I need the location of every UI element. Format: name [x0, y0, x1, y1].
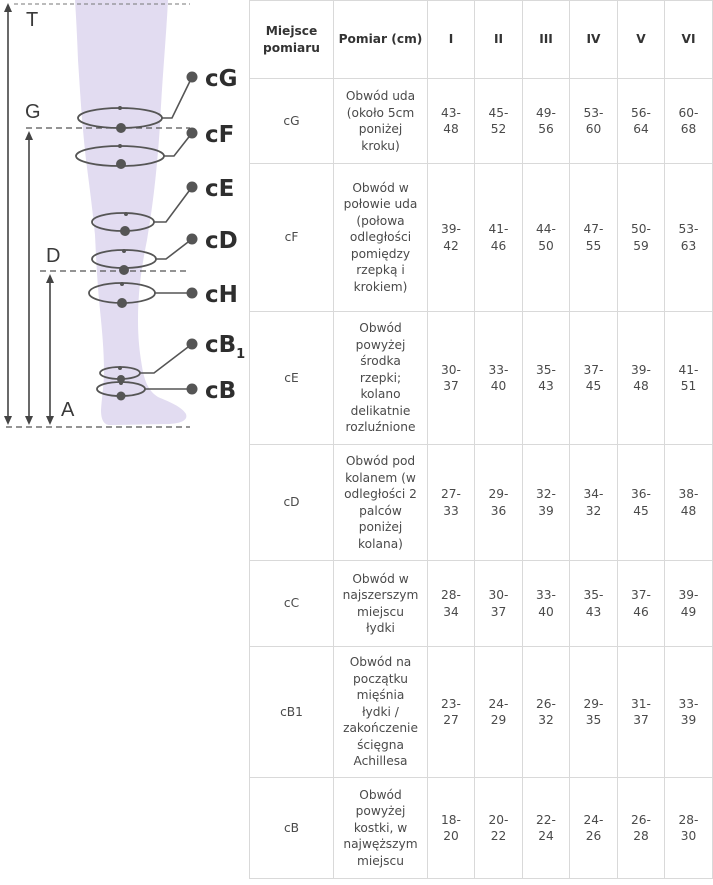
- table-row: [250, 561, 713, 647]
- cell-size-range: [428, 561, 475, 647]
- cell-measurement-description: Obwód na początku mięśnia łydki / zakończenie ścięgna Achillesa: [334, 647, 428, 778]
- size-range-min: 33-: [536, 588, 556, 602]
- size-range-min: 34-: [583, 487, 604, 501]
- size-range-max: 36: [490, 503, 507, 518]
- size-range-min: 39-: [678, 588, 699, 602]
- size-range-min: 35-: [583, 588, 604, 602]
- size-range-min: 22-: [536, 812, 556, 827]
- size-range-max: 20: [443, 829, 459, 843]
- label-ch: cH: [205, 282, 238, 308]
- header-size-1: I: [428, 1, 475, 79]
- cell-size-range: [475, 312, 523, 445]
- table-body: [250, 79, 713, 879]
- size-range-min: 41-: [678, 362, 699, 377]
- label-cg: cG: [205, 66, 238, 92]
- size-range-min: 24-: [488, 696, 509, 711]
- size-range-min: 33-: [678, 696, 699, 711]
- size-range-min: 35-: [536, 362, 556, 377]
- cell-size-range: [665, 164, 713, 312]
- size-range-max: 50: [538, 238, 554, 253]
- size-range-min: 50-: [631, 222, 651, 236]
- length-arrows: [4, 3, 54, 425]
- size-range-min: 38-: [678, 487, 699, 501]
- size-range-min: 47-: [583, 222, 604, 236]
- size-range-max: 46: [490, 238, 507, 253]
- leg-diagram-svg: [0, 0, 250, 440]
- header-measure: Pomiar (cm): [334, 1, 428, 79]
- cell-measurement-description: Obwód uda (około 5cm poniżej kroku): [334, 79, 428, 164]
- size-range-min: 33-: [488, 362, 509, 377]
- label-cd: cD: [205, 228, 238, 254]
- cell-measurement-code: cG: [250, 79, 334, 164]
- cell-size-range: [428, 647, 475, 778]
- table-row: [250, 312, 713, 445]
- size-range-max: 37: [633, 713, 649, 727]
- cell-measurement-code: cB: [250, 778, 334, 879]
- cell-measurement-code: cD: [250, 445, 334, 561]
- size-range-min: 28-: [678, 812, 699, 827]
- size-range-max: 33: [443, 503, 459, 518]
- size-range-max: 29: [490, 713, 507, 727]
- size-range-min: 29-: [583, 696, 604, 711]
- cell-measurement-code: cC: [250, 561, 334, 647]
- size-range-max: 35: [585, 713, 602, 727]
- size-range-min: 31-: [631, 696, 651, 711]
- header-size-4: IV: [570, 1, 618, 79]
- size-range-min: 28-: [441, 588, 461, 602]
- size-range-min: 30-: [441, 362, 461, 377]
- cell-size-range: [570, 312, 618, 445]
- size-range-max: 24: [538, 829, 554, 843]
- table-row: [250, 164, 713, 312]
- label-cb1-subscript: 1: [236, 347, 246, 362]
- size-range-min: 41-: [488, 222, 509, 236]
- cell-size-range: [618, 79, 665, 164]
- label-cb1: [205, 332, 245, 362]
- size-range-min: 29-: [488, 487, 509, 501]
- size-range-max: 22: [490, 829, 507, 843]
- size-range-min: 53-: [583, 105, 604, 120]
- cell-measurement-description: Obwód pod kolanem (w odległości 2 palców poniżej kolana): [334, 445, 428, 561]
- cell-size-range: [618, 561, 665, 647]
- cell-size-range: [570, 445, 618, 561]
- size-range-min: 60-: [678, 105, 699, 120]
- cell-measurement-description: Obwód powyżej kostki, w najwęższym miejscu: [334, 778, 428, 879]
- cell-size-range: [523, 79, 570, 164]
- table-header-row: [250, 1, 713, 79]
- size-range-min: 32-: [536, 487, 556, 501]
- cell-measurement-code: cB1: [250, 647, 334, 778]
- size-range-max: 32: [538, 713, 554, 727]
- size-range-max: 43: [538, 379, 554, 393]
- cell-size-range: [523, 312, 570, 445]
- size-range-max: 37: [490, 604, 507, 619]
- cell-size-range: [665, 445, 713, 561]
- size-range-max: 34: [443, 604, 459, 619]
- size-range-max: 60: [585, 122, 602, 136]
- size-range-max: 45: [585, 379, 602, 393]
- size-range-min: 30-: [488, 588, 509, 602]
- cell-size-range: [475, 647, 523, 778]
- size-range-min: 43-: [441, 105, 461, 120]
- label-dots: [187, 72, 198, 395]
- size-range-min: 44-: [536, 222, 556, 236]
- size-range-max: 68: [680, 122, 697, 136]
- label-cb1-main: cB: [205, 332, 237, 358]
- size-range-max: 28: [633, 829, 649, 843]
- size-range-min: 37-: [631, 588, 651, 602]
- cell-measurement-description: Obwód powyżej środka rzepki; kolano delikatnie rozluźnione: [334, 312, 428, 445]
- size-range-min: 45-: [488, 105, 509, 120]
- size-range-min: 24-: [583, 812, 604, 827]
- cell-size-range: [475, 561, 523, 647]
- cell-size-range: [665, 561, 713, 647]
- size-range-max: 39: [680, 713, 697, 727]
- size-range-max: 45: [633, 503, 649, 518]
- cell-size-range: [665, 778, 713, 879]
- cell-size-range: [428, 79, 475, 164]
- size-range-max: 48: [443, 122, 459, 136]
- size-range-max: 46: [633, 604, 649, 619]
- cell-size-range: [665, 647, 713, 778]
- size-range-min: 23-: [441, 696, 461, 711]
- size-range-max: 26: [585, 829, 602, 843]
- size-range-max: 40: [538, 604, 554, 619]
- cell-size-range: [428, 778, 475, 879]
- cell-size-range: [428, 445, 475, 561]
- cell-size-range: [570, 561, 618, 647]
- header-size-5: V: [618, 1, 665, 79]
- label-cb: cB: [205, 378, 237, 404]
- cell-size-range: [475, 79, 523, 164]
- table-row: [250, 445, 713, 561]
- size-range-max: 52: [490, 122, 507, 136]
- cell-size-range: [570, 647, 618, 778]
- size-range-min: 53-: [678, 222, 699, 236]
- header-size-2: II: [475, 1, 523, 79]
- cell-measurement-code: cF: [250, 164, 334, 312]
- cell-size-range: [665, 79, 713, 164]
- size-range-min: 39-: [441, 222, 461, 236]
- size-range-max: 40: [490, 379, 507, 393]
- cell-size-range: [618, 647, 665, 778]
- cell-size-range: [570, 79, 618, 164]
- size-range-max: 37: [443, 379, 459, 393]
- table-row: [250, 778, 713, 879]
- label-t: T: [26, 9, 39, 31]
- cell-size-range: [523, 164, 570, 312]
- size-range-max: 48: [680, 503, 697, 518]
- cell-size-range: [618, 312, 665, 445]
- size-range-max: 51: [680, 379, 697, 393]
- size-range-min: 20-: [488, 812, 509, 827]
- size-range-min: 18-: [441, 812, 461, 827]
- cell-measurement-description: Obwód w najszerszym miejscu łydki: [334, 561, 428, 647]
- header-size-3: III: [523, 1, 570, 79]
- cell-measurement-description: Obwód w połowie uda (połowa odległości pomiędzy rzepką i krokiem): [334, 164, 428, 312]
- size-range-max: 32: [585, 503, 602, 518]
- label-a: A: [61, 399, 75, 421]
- size-range-min: 36-: [631, 487, 651, 501]
- label-g: G: [25, 101, 41, 123]
- header-size-6: VI: [665, 1, 713, 79]
- size-range-min: 26-: [631, 812, 651, 827]
- cell-size-range: [618, 445, 665, 561]
- size-range-max: 64: [633, 122, 649, 136]
- cell-size-range: [523, 647, 570, 778]
- cell-size-range: [475, 445, 523, 561]
- cell-size-range: [570, 778, 618, 879]
- size-table: [249, 0, 713, 879]
- cell-size-range: [428, 164, 475, 312]
- size-range-min: 37-: [583, 362, 604, 377]
- table-row: [250, 79, 713, 164]
- cell-size-range: [523, 778, 570, 879]
- cell-size-range: [523, 445, 570, 561]
- cell-size-range: [618, 164, 665, 312]
- header-place: Miejsce pomiaru: [250, 1, 334, 79]
- cell-size-range: [570, 164, 618, 312]
- size-range-max: 43: [585, 604, 602, 619]
- cell-size-range: [475, 778, 523, 879]
- size-range-min: 56-: [631, 105, 651, 120]
- size-range-max: 30: [680, 829, 697, 843]
- cell-size-range: [618, 778, 665, 879]
- cell-size-range: [475, 164, 523, 312]
- size-range-max: 39: [538, 503, 554, 518]
- size-range-max: 48: [633, 379, 649, 393]
- leg-measurement-diagram: [0, 0, 250, 440]
- cell-size-range: [665, 312, 713, 445]
- size-range-min: 49-: [536, 105, 556, 120]
- label-d: D: [46, 245, 61, 267]
- size-range-max: 49: [680, 604, 697, 619]
- size-range-max: 42: [443, 238, 459, 253]
- label-cf: cF: [205, 122, 235, 148]
- cell-size-range: [523, 561, 570, 647]
- size-range-max: 55: [585, 238, 602, 253]
- cell-size-range: [428, 312, 475, 445]
- size-range-max: 59: [633, 238, 649, 253]
- table-row: [250, 647, 713, 778]
- size-range-min: 26-: [536, 696, 556, 711]
- size-range-max: 63: [680, 238, 697, 253]
- size-range-min: 39-: [631, 362, 651, 377]
- label-ce: cE: [205, 176, 235, 202]
- cell-measurement-code: cE: [250, 312, 334, 445]
- size-range-max: 27: [443, 713, 459, 727]
- size-range-max: 56: [538, 122, 554, 136]
- size-range-min: 27-: [441, 487, 461, 501]
